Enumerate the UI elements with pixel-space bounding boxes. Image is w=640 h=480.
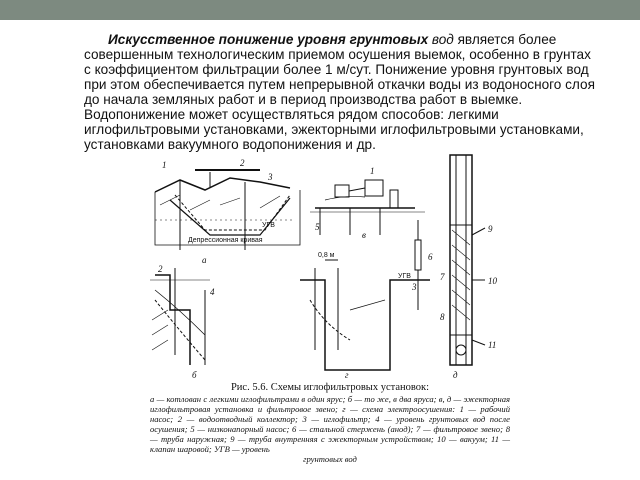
num-3-g: 3 (412, 282, 417, 292)
num-4-b: 4 (210, 287, 215, 297)
num-8-d: 8 (440, 312, 445, 322)
label-b: б (192, 370, 197, 380)
slide-text (84, 32, 600, 152)
label-a: а (202, 255, 207, 265)
panel-g-drawing (300, 220, 430, 370)
caption-body: а — котлован с легкими иглофильтрами в один ярус; б — то же, в два яруса; в, д — эжекторная иглофильтровая установка и фильтровое звено; г — схема электроосушения: 1 — рабочий насос; 2 — водоотводный коллектор; 3 — иглофильтр; 4 — уровень грунтовых вод после осушения; 5 — низконапорный насос; 6 — стальной стержень (анод); 7 — фильтровое звено; 8 — труба наружная; 9 — труба внутренняя с эжекторным устройством; 10 — вакуум; 11 — клапан шаровой; УГВ — уровень (150, 394, 510, 454)
slide-top-bar (0, 0, 640, 20)
label-ugv-g: УГВ (398, 273, 411, 280)
label-dist: 0,8 м (318, 252, 335, 259)
figure-caption (150, 382, 510, 464)
num-11-d: 11 (488, 340, 497, 350)
panel-v-drawing (310, 180, 425, 235)
num-10-d: 10 (488, 276, 497, 286)
num-2-a: 2 (240, 158, 245, 168)
label-v: в (362, 230, 366, 240)
figure-drawing (150, 150, 510, 385)
caption-last: грунтовых вод (303, 454, 357, 464)
label-g: г (345, 370, 349, 380)
label-d: д (453, 370, 458, 380)
num-1-a: 1 (162, 160, 167, 170)
num-9-d: 9 (488, 224, 493, 234)
panel-b-drawing (150, 268, 210, 365)
body-text: является более совершенным технологическим приемом осушения выемок, особенно в грунтах с коэффициентом фильтрации более 1 м/сут. Понижение уровня грунтовых вод при этом обеспечивается путем непрерывной откачки воды из водоносного слоя до начала земляных работ и в период производства работ в выемке. Водопонижение может осуществляться рядом способов: легкими иглофильтровыми установками, эжекторными иглофильтровыми установками, установками вакуумного водопонижения и др. (84, 32, 595, 152)
num-7-d: 7 (440, 272, 445, 282)
panel-d-drawing (450, 155, 485, 365)
term-bold: Искусственное понижение уровня грунтовых (108, 32, 429, 47)
num-1-v: 1 (370, 166, 375, 176)
caption-title: Рис. 5.6. Схемы иглофильтровых установок: (230, 382, 430, 393)
num-5-v: 5 (315, 222, 320, 232)
num-3-a: 3 (268, 172, 273, 182)
label-ugv-a: УГВ (262, 222, 275, 229)
num-6-g: 6 (428, 252, 433, 262)
term-italic: вод (431, 32, 454, 47)
label-depression: Депрессионная кривая (188, 237, 263, 244)
num-2-b: 2 (158, 264, 163, 274)
